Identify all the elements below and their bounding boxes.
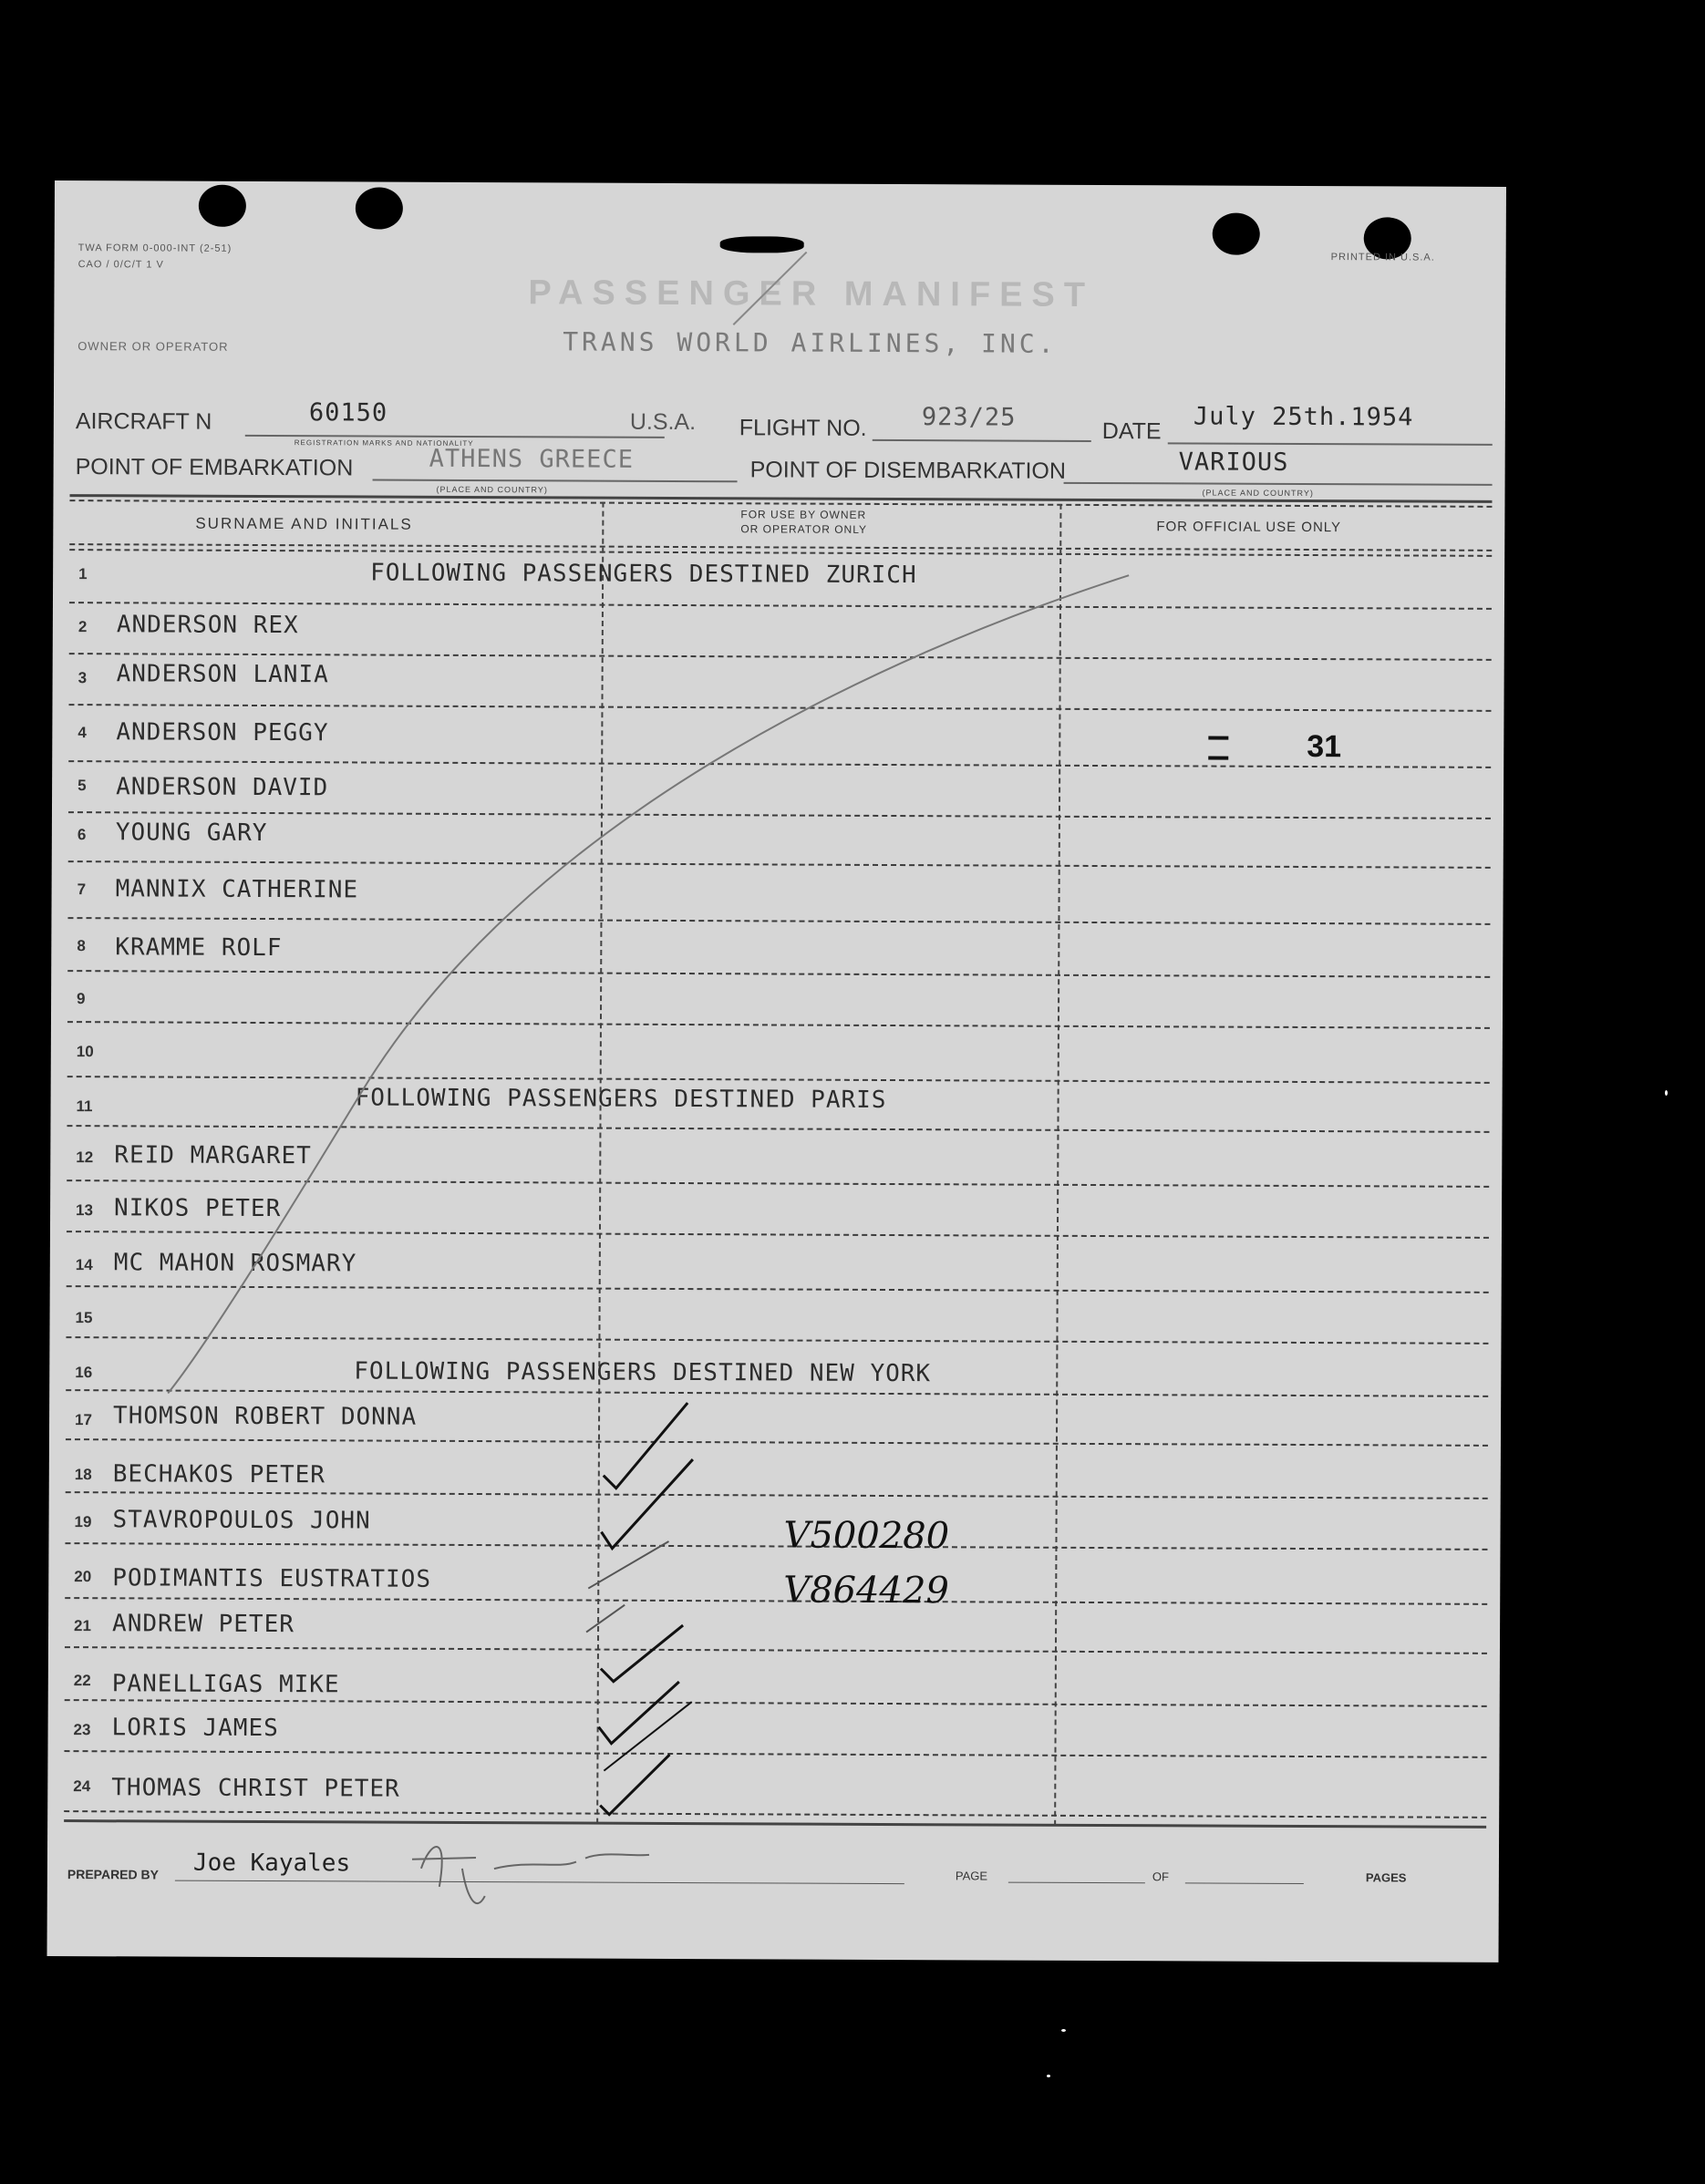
row-number: 18 <box>74 1466 92 1484</box>
row-number: 14 <box>75 1256 93 1274</box>
col-surname: SURNAME AND INITIALS <box>195 514 413 533</box>
scan-speck <box>1665 1090 1668 1096</box>
visa-number: V500280 <box>783 1514 950 1558</box>
check-mark <box>600 1755 669 1815</box>
usa-label: U.S.A. <box>629 408 697 436</box>
row-number: 12 <box>76 1149 94 1167</box>
row-number: 9 <box>77 990 86 1008</box>
airline-name: TRANS WORLD AIRLINES, INC. <box>563 326 1058 359</box>
row-number: 1 <box>78 565 88 583</box>
registration-note: REGISTRATION MARKS AND NATIONALITY <box>294 438 474 448</box>
row-number: 15 <box>75 1309 93 1327</box>
row-number: 21 <box>74 1617 92 1635</box>
row-number: 13 <box>76 1201 94 1220</box>
row-number: 24 <box>73 1777 91 1796</box>
row-number: 17 <box>75 1411 93 1429</box>
prepared-label: PREPARED BY <box>67 1867 160 1882</box>
check-mark <box>604 1403 687 1489</box>
pages-label: PAGES <box>1365 1870 1407 1885</box>
destination-heading: FOLLOWING PASSENGERS DESTINED NEW YORK <box>354 1357 932 1388</box>
check-mark <box>601 1625 683 1682</box>
passenger-name: ANDERSON PEGGY <box>116 718 329 747</box>
date-value: July 25th.1954 <box>1193 402 1414 432</box>
aircraft-value: 60150 <box>308 398 388 428</box>
aircraft-label: AIRCRAFT N <box>75 408 212 435</box>
destination-heading: FOLLOWING PASSENGERS DESTINED PARIS <box>355 1084 887 1114</box>
printed-note: PRINTED IN U.S.A. <box>1330 252 1435 263</box>
scan-speck <box>1047 2075 1050 2077</box>
passenger-name: REID MARGARET <box>114 1141 312 1170</box>
row-number: 10 <box>76 1043 94 1061</box>
signature-scribble <box>412 1847 649 1904</box>
page-label: PAGE <box>955 1869 988 1883</box>
row-number: 8 <box>77 937 86 955</box>
place-note-disembark: (PLACE AND COUNTRY) <box>1202 488 1314 499</box>
disembark-value: VARIOUS <box>1178 448 1289 477</box>
destination-heading: FOLLOWING PASSENGERS DESTINED ZURICH <box>370 559 917 590</box>
passenger-name: ANDERSON DAVID <box>116 773 329 802</box>
passenger-name: MANNIX CATHERINE <box>115 875 359 904</box>
scan-speck <box>1061 2029 1066 2032</box>
row-number: 11 <box>76 1097 93 1116</box>
row-number: 4 <box>78 724 87 742</box>
row-number: 22 <box>73 1672 91 1690</box>
pen-marks <box>47 180 1506 1963</box>
row-number: 16 <box>75 1364 93 1382</box>
row-number: 23 <box>73 1721 91 1739</box>
of-label: OF <box>1152 1870 1169 1884</box>
check-mark <box>588 1541 668 1589</box>
form-title: PASSENGER MANIFEST <box>528 273 1095 314</box>
check-mark <box>599 1682 679 1744</box>
row-number: 7 <box>77 881 87 899</box>
form-code-2: CAO / 0/C/T 1 V <box>78 259 164 271</box>
row-number: 3 <box>78 669 88 687</box>
passenger-name: BECHAKOS PETER <box>112 1460 326 1489</box>
pencil-line <box>168 572 1129 1398</box>
passenger-name: KRAMME ROLF <box>115 933 283 963</box>
row-number: 20 <box>74 1568 92 1586</box>
passenger-name: YOUNG GARY <box>115 819 268 848</box>
row-number: 5 <box>78 777 87 795</box>
visa-number: V864429 <box>783 1569 949 1612</box>
passenger-name: STAVROPOULOS JOHN <box>112 1506 371 1535</box>
date-label: DATE <box>1101 418 1162 445</box>
passenger-name: NIKOS PETER <box>114 1194 282 1223</box>
passenger-name: THOMSON ROBERT DONNA <box>113 1402 418 1431</box>
owner-label: OWNER OR OPERATOR <box>78 339 229 354</box>
flight-value: 923/25 <box>921 403 1017 432</box>
col-official: FOR OFFICIAL USE ONLY <box>1156 519 1342 536</box>
embark-value: ATHENS GREECE <box>429 444 635 474</box>
passenger-name: PODIMANTIS EUSTRATIOS <box>112 1564 432 1593</box>
col-owner-use-1: FOR USE BY OWNER <box>740 508 867 521</box>
passenger-name: THOMAS CHRIST PETER <box>111 1774 400 1803</box>
pencil-stroke <box>733 252 806 325</box>
manifest-sheet <box>47 180 1506 1963</box>
passenger-name: ANDERSON LANIA <box>116 660 329 689</box>
passenger-name: LORIS JAMES <box>111 1714 279 1743</box>
embark-label: POINT OF EMBARKATION <box>75 454 354 481</box>
flight-label: FLIGHT NO. <box>739 415 867 441</box>
official-mark: 31 <box>1307 728 1342 765</box>
place-note-embark: (PLACE AND COUNTRY) <box>436 484 548 495</box>
check-mark <box>601 1459 692 1549</box>
prepared-value: Joe Kayales <box>192 1849 351 1878</box>
passenger-name: MC MAHON ROSMARY <box>113 1249 357 1278</box>
disembark-label: POINT OF DISEMBARKATION <box>749 457 1067 484</box>
row-number: 6 <box>77 826 87 844</box>
passenger-name: PANELLIGAS MIKE <box>111 1670 340 1699</box>
passenger-name: ANDREW PETER <box>112 1610 294 1639</box>
form-code: TWA FORM 0-000-INT (2-51) <box>78 242 232 254</box>
row-number: 2 <box>78 618 88 636</box>
col-owner-use-2: OR OPERATOR ONLY <box>740 522 868 536</box>
row-number: 19 <box>74 1513 92 1531</box>
check-mark <box>586 1605 625 1633</box>
passenger-name: ANDERSON REX <box>116 611 299 640</box>
